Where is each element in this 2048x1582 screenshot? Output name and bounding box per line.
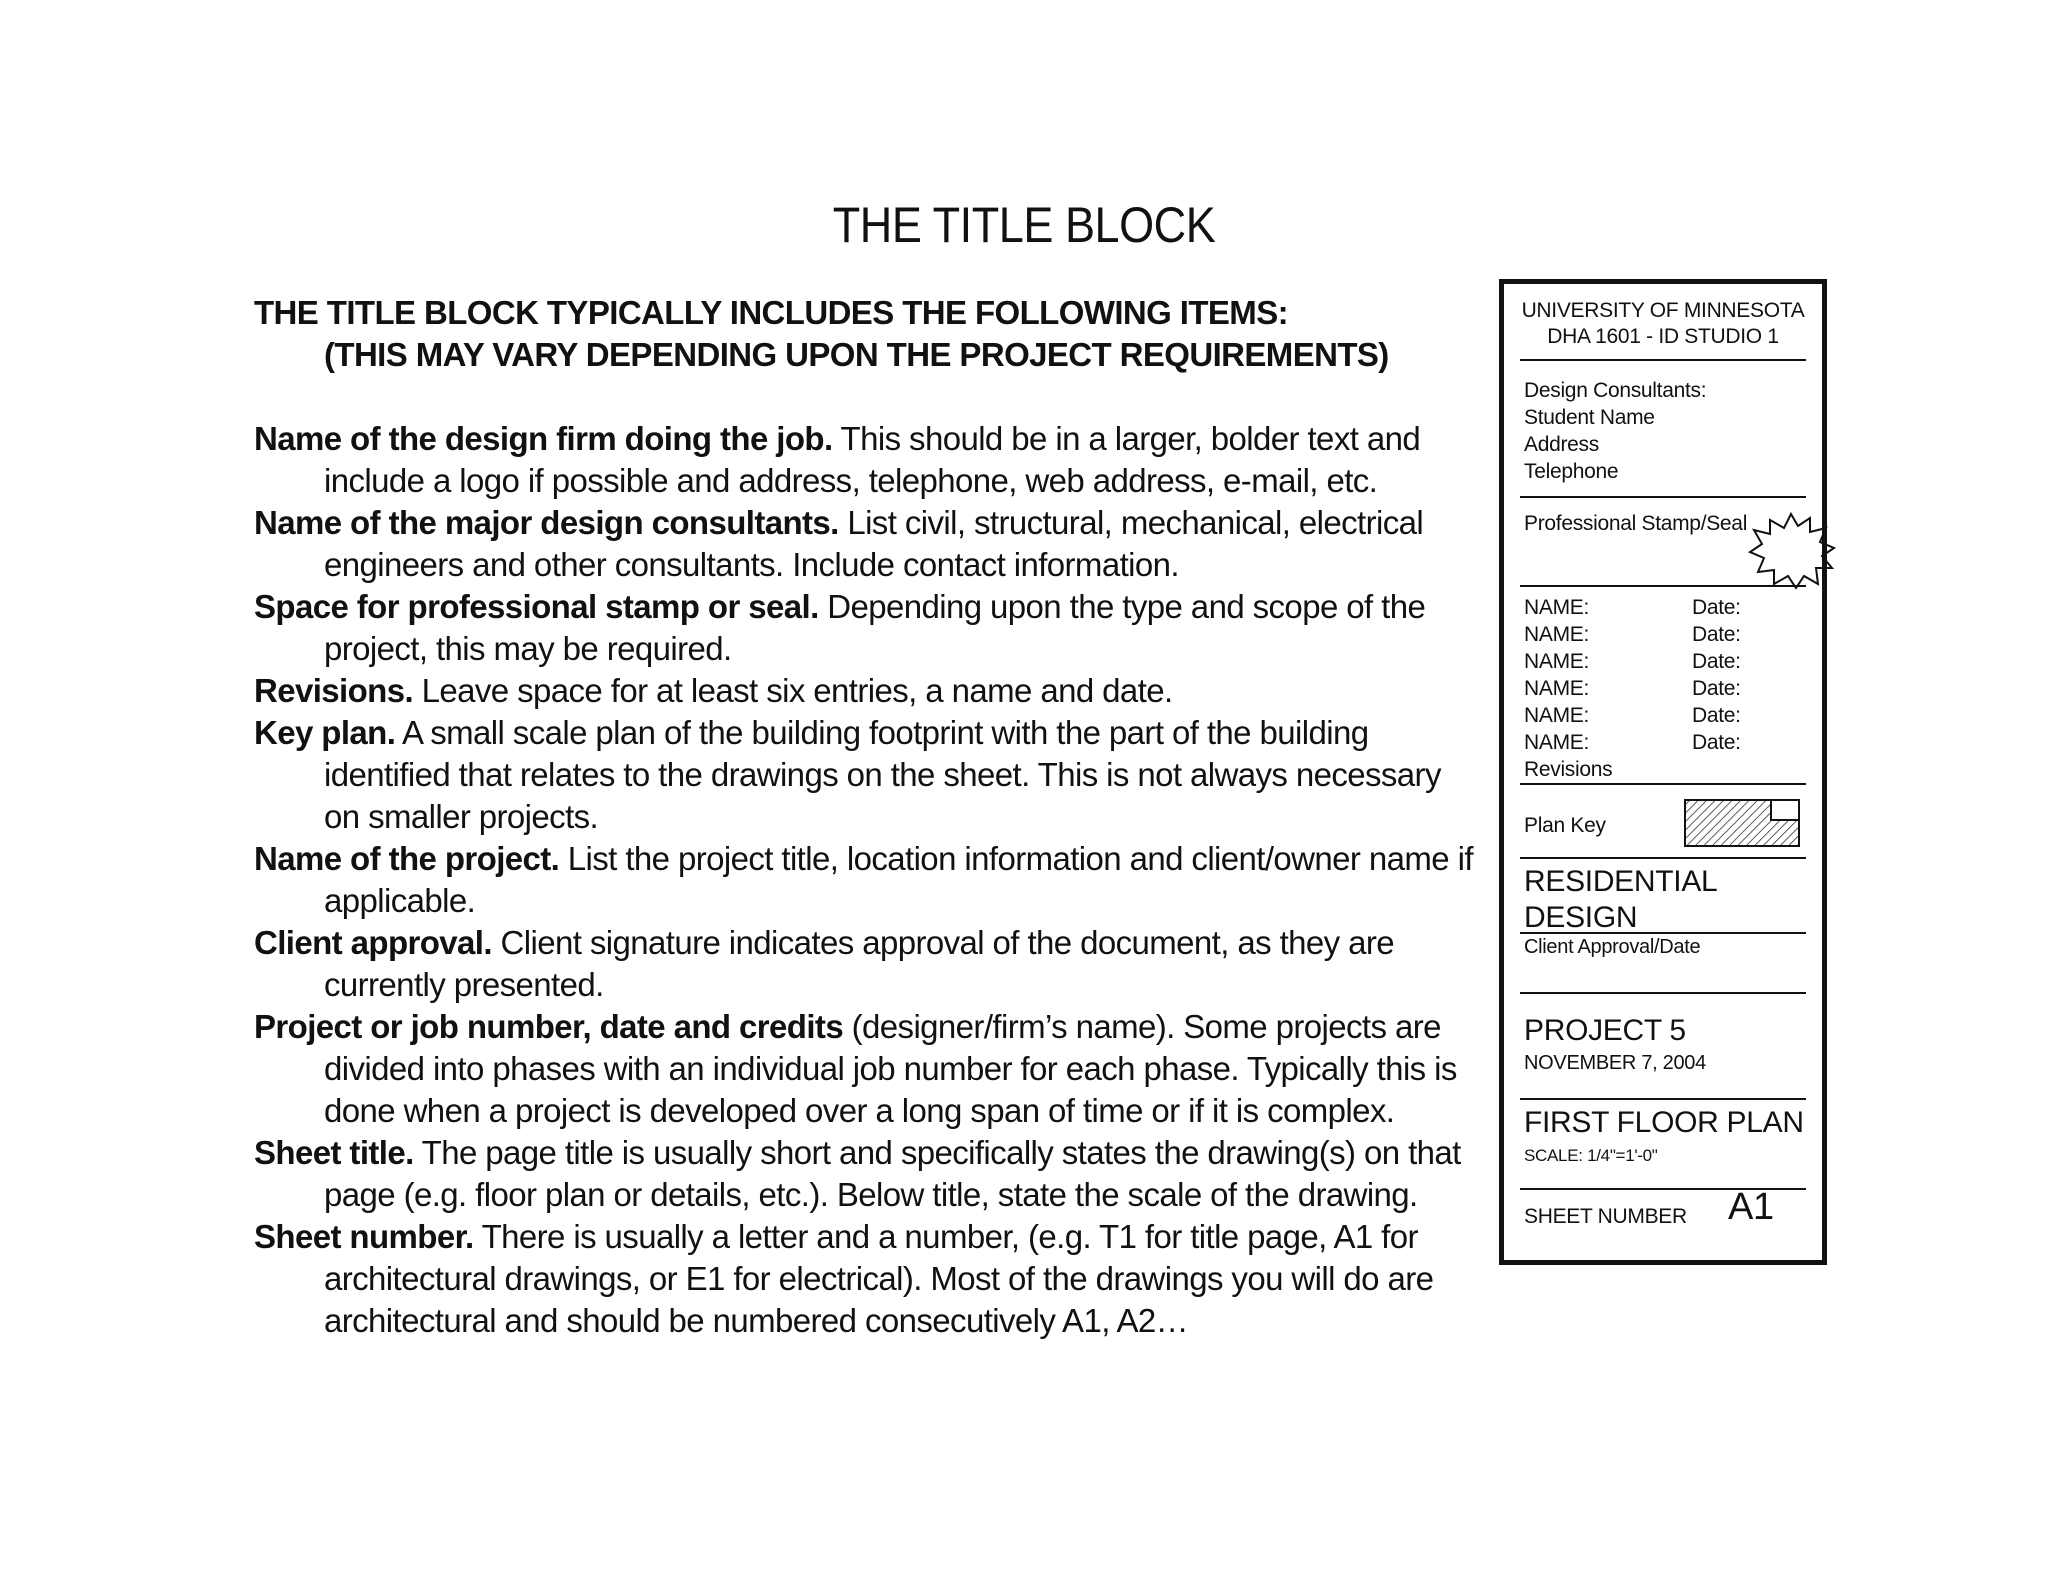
tb-client-approval: Client Approval/Date	[1524, 936, 1701, 958]
tb-student-name: Student Name	[1524, 406, 1655, 429]
plan-key-icon	[1683, 798, 1801, 848]
tb-university: UNIVERSITY OF MINNESOTA	[1521, 299, 1805, 322]
tb-header	[1504, 298, 1822, 350]
list-item	[254, 1132, 1476, 1216]
list-item	[254, 922, 1476, 1006]
tb-course: DHA 1601 - ID STUDIO 1	[1547, 325, 1779, 348]
title-block	[1499, 279, 1827, 1265]
list-item	[254, 1216, 1476, 1342]
tb-consultants	[1524, 377, 1706, 485]
revision-name: NAME:	[1524, 677, 1590, 700]
tb-divider	[1520, 496, 1806, 498]
item-text: Client signature indicates approval of the document, as they are currently presented.	[324, 924, 1395, 1003]
tb-project-number: PROJECT 5	[1524, 1014, 1686, 1047]
seal-icon	[1746, 512, 1836, 590]
tb-revisions	[1524, 594, 1741, 783]
item-text: (designer/firm’s name). Some projects are divided into phases with an individual job number for each phase. Typically this is done when a project is developed over a long span of time or if it is complex.	[324, 1008, 1457, 1129]
revision-date: Date:	[1692, 677, 1741, 700]
tb-consultants-label: Design Consultants:	[1524, 379, 1707, 402]
revision-name: NAME:	[1524, 650, 1590, 673]
item-term: Name of the design firm doing the job.	[254, 420, 833, 457]
revision-date: Date:	[1692, 623, 1741, 646]
tb-divider	[1520, 1098, 1806, 1100]
tb-stamp-label: Professional Stamp/Seal	[1524, 512, 1748, 535]
tb-divider	[1520, 359, 1806, 361]
revision-date: Date:	[1692, 596, 1741, 619]
tb-sheet-title: FIRST FLOOR PLAN	[1524, 1106, 1804, 1139]
item-text: A small scale plan of the building footprint with the part of the building identified that relates to the drawings on the sheet. This is not always necessary on smaller projects.	[324, 714, 1441, 835]
item-text: The page title is usually short and specifically states the drawing(s) on that page (e.g. floor plan or details, etc.). Below title, state the scale of the drawing.	[324, 1134, 1461, 1213]
tb-project-title: RESIDENTIAL DESIGN	[1524, 865, 1717, 934]
item-term: Key plan.	[254, 714, 396, 751]
intro-heading-line2: (THIS MAY VARY DEPENDING UPON THE PROJECT REQUIREMENTS)	[324, 336, 1389, 373]
tb-divider	[1520, 992, 1806, 994]
tb-sheet-number: A1	[1728, 1186, 1774, 1228]
item-term: Space for professional stamp or seal.	[254, 588, 819, 625]
item-term: Name of the project.	[254, 840, 560, 877]
item-term: Sheet number.	[254, 1218, 474, 1255]
item-text: List the project title, location information and client/owner name if applicable.	[324, 840, 1473, 919]
item-term: Revisions.	[254, 672, 414, 709]
list-item	[254, 502, 1476, 586]
item-text: This should be in a larger, bolder text and include a logo if possible and address, telephone, web address, e-mail, etc.	[324, 420, 1421, 499]
revision-row	[1524, 729, 1741, 756]
item-text: There is usually a letter and a number, (e.g. T1 for title page, A1 for architectural drawings, or E1 for electrical). Most of the drawings you will do are architectural and should be numbered consecutively A1, A2…	[324, 1218, 1434, 1339]
revision-name: NAME:	[1524, 731, 1590, 754]
list-item	[254, 838, 1476, 922]
revision-name: NAME:	[1524, 704, 1590, 727]
page-title: THE TITLE BLOCK	[832, 197, 1216, 253]
revision-row	[1524, 594, 1741, 621]
item-term: Client approval.	[254, 924, 492, 961]
list-item	[254, 1006, 1476, 1132]
tb-divider	[1520, 783, 1806, 785]
revision-row	[1524, 702, 1741, 729]
item-text: Leave space for at least six entries, a name and date.	[413, 672, 1173, 709]
item-term: Project or job number, date and credits	[254, 1008, 844, 1045]
list-item	[254, 418, 1476, 502]
revision-name: NAME:	[1524, 596, 1590, 619]
item-text: List civil, structural, mechanical, electrical engineers and other consultants. Include contact information.	[324, 504, 1424, 583]
tb-sheet-number-label: SHEET NUMBER	[1524, 1205, 1687, 1228]
tb-date: NOVEMBER 7, 2004	[1524, 1052, 1706, 1074]
revision-row	[1524, 648, 1741, 675]
item-list	[254, 418, 1476, 1342]
item-term: Sheet title.	[254, 1134, 414, 1171]
revision-date: Date:	[1692, 731, 1741, 754]
tb-divider	[1520, 585, 1806, 587]
intro-heading-line1: THE TITLE BLOCK TYPICALLY INCLUDES THE FOLLOWING ITEMS:	[254, 294, 1288, 331]
tb-address: Address	[1524, 433, 1599, 456]
intro-heading	[254, 292, 1476, 376]
revision-name: NAME:	[1524, 623, 1590, 646]
tb-scale: SCALE: 1/4"=1'-0"	[1524, 1146, 1658, 1165]
revision-date: Date:	[1692, 650, 1741, 673]
list-item	[254, 586, 1476, 670]
tb-telephone: Telephone	[1524, 460, 1619, 483]
tb-plan-key-label: Plan Key	[1524, 814, 1606, 837]
item-term: Name of the major design consultants.	[254, 504, 839, 541]
revision-date: Date:	[1692, 704, 1741, 727]
revision-row	[1524, 675, 1741, 702]
description-text	[254, 292, 1476, 1342]
list-item	[254, 670, 1476, 712]
tb-revisions-label: Revisions	[1524, 758, 1613, 781]
revision-row	[1524, 621, 1741, 648]
item-text: Depending upon the type and scope of the project, this may be required.	[324, 588, 1426, 667]
tb-divider	[1520, 857, 1806, 859]
list-item	[254, 712, 1476, 838]
